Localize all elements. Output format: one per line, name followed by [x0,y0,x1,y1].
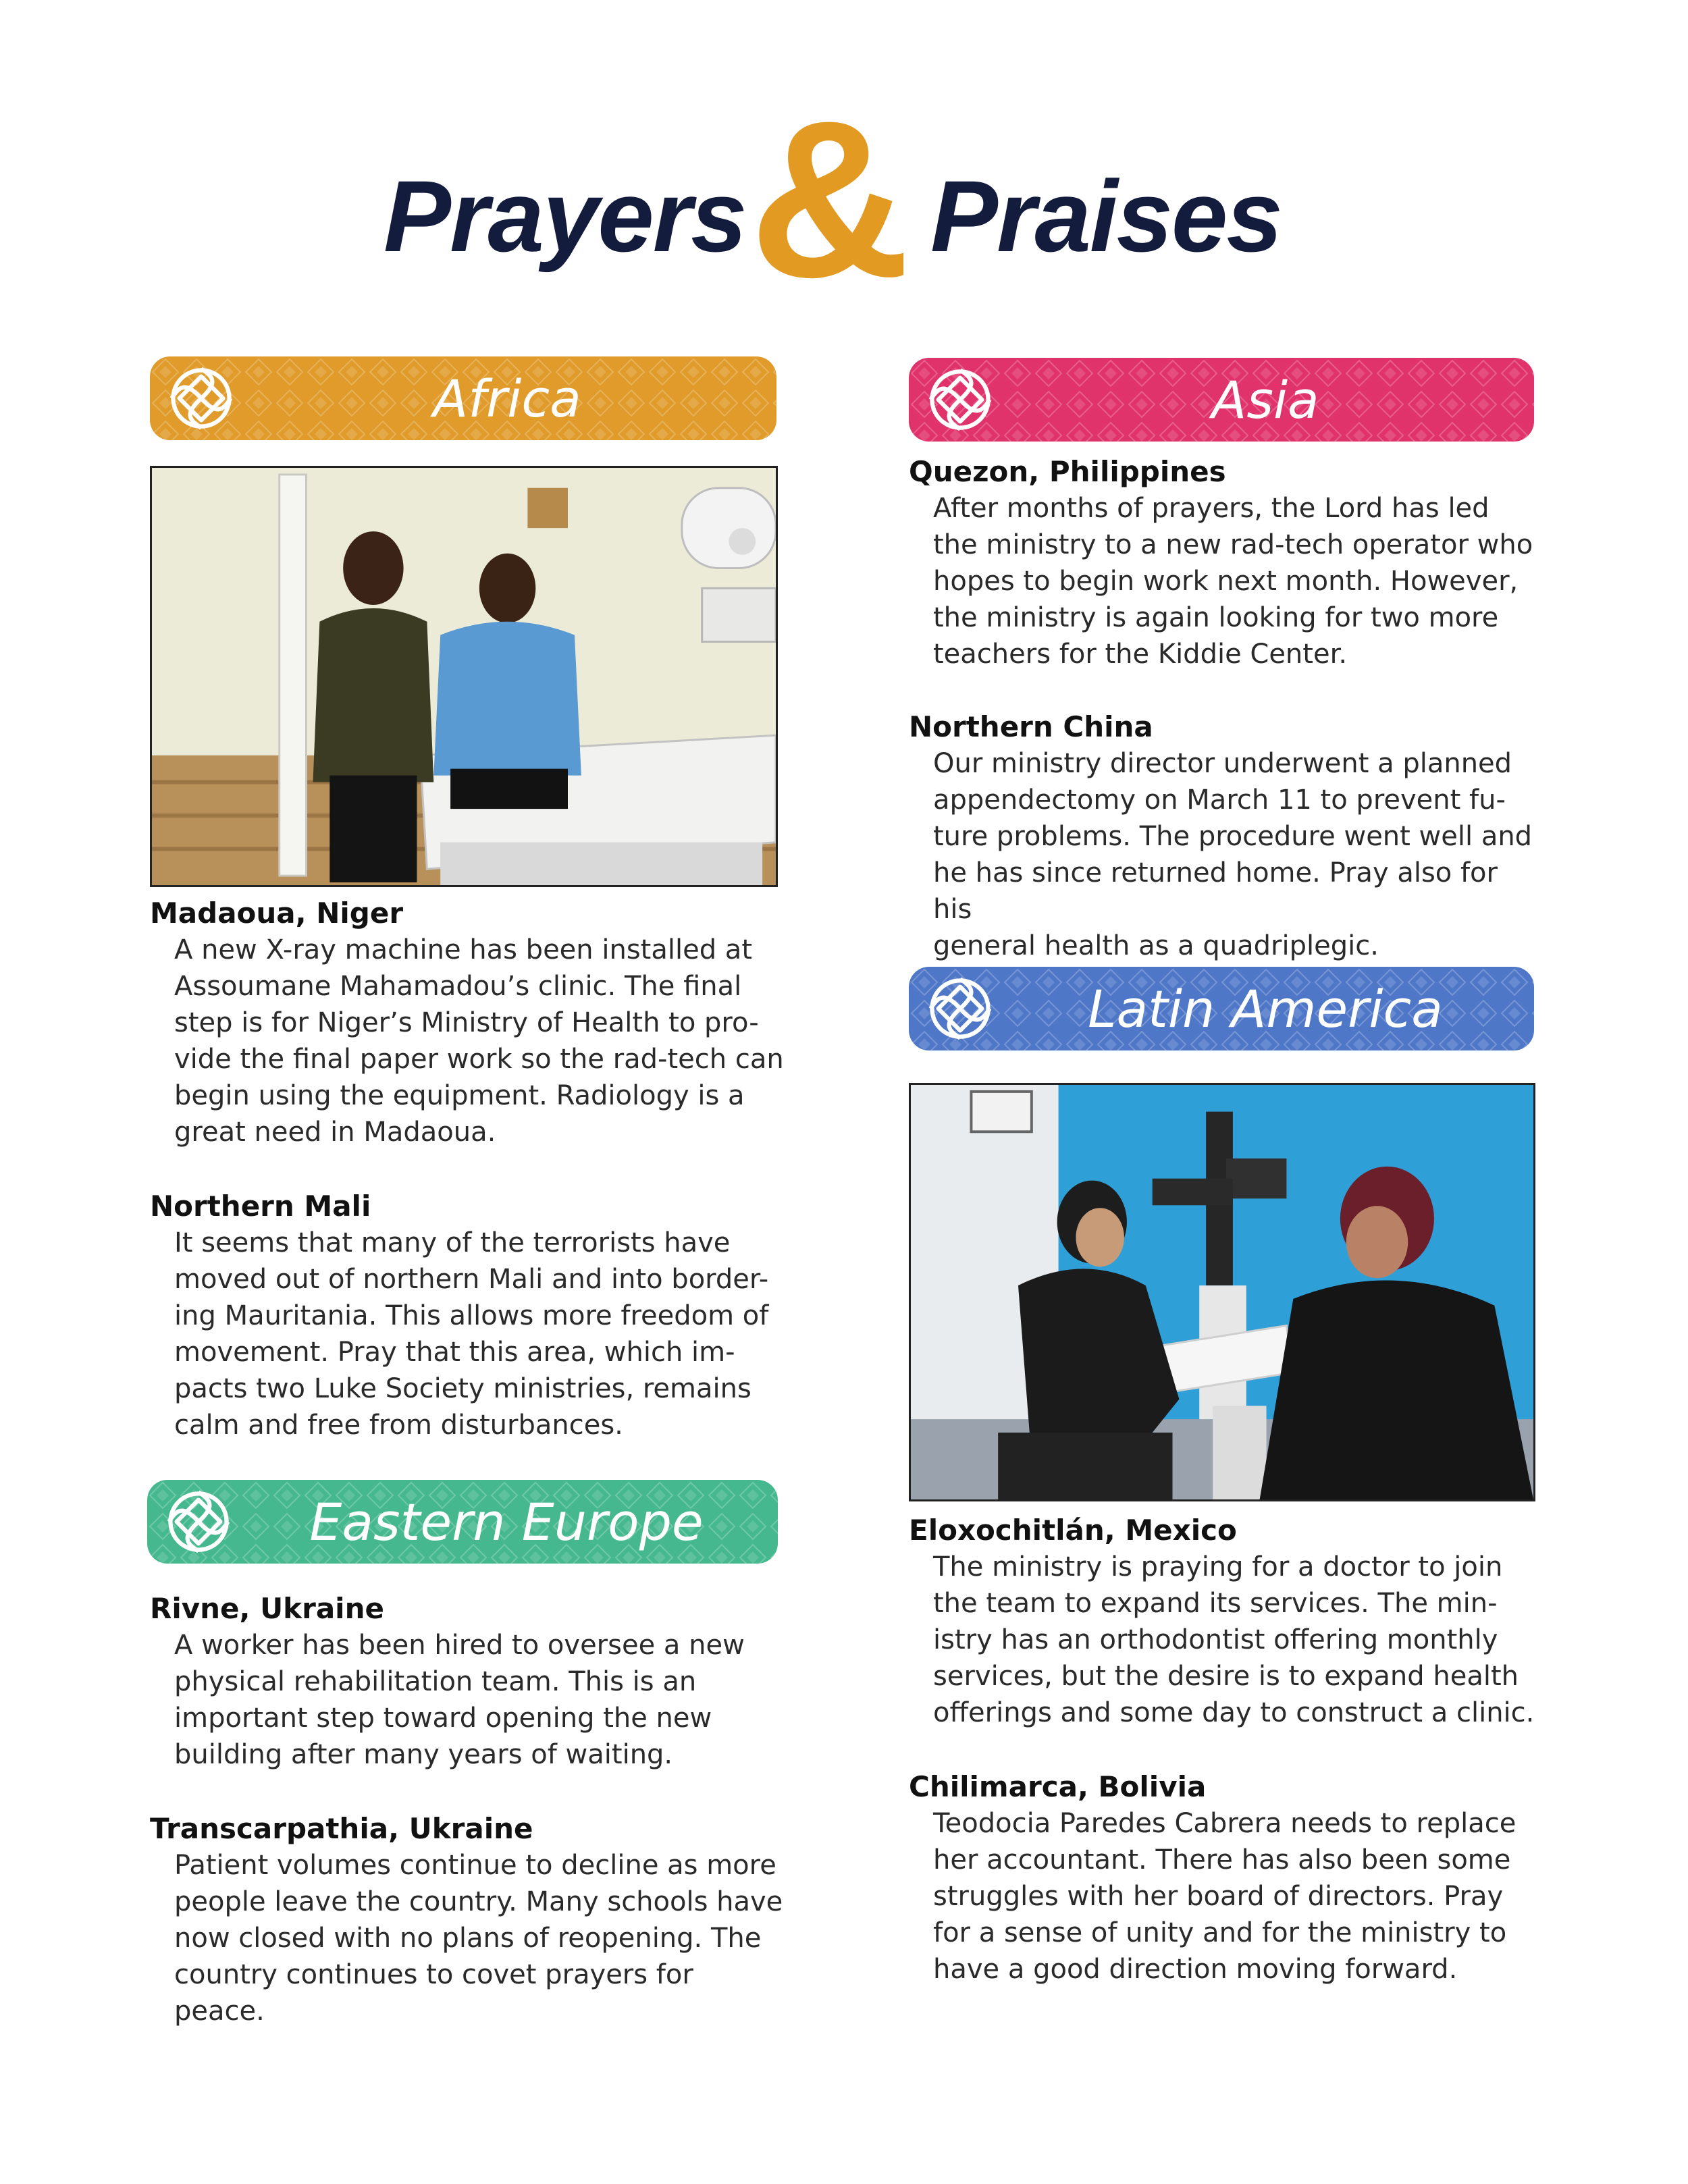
entry-northern-mali [150,1188,785,1443]
entry-body: A new X-ray machine has been installed at Assoumane Mahamadou’s clinic. The final step is for Niger’s Ministry of Health to pro- vide the final paper work so the rad-tech can begin using the equipment. Radiology is a great need in Madaoua. [174,934,784,1148]
latin-america-banner-label: Latin America [1088,978,1443,1039]
asia-banner-label: Asia [1211,369,1319,430]
asia-banner [909,358,1534,442]
celtic-knot-icon [925,365,995,435]
entry-heading: Rivne, Ukraine [150,1592,384,1625]
latin-america-banner [909,967,1534,1050]
entry-transcarpathia-ukraine [150,1811,785,2029]
entry-quezon-philippines [909,454,1544,672]
title-ampersand: & [749,74,911,323]
title-prayers: Prayers [384,159,746,273]
entry-body: Patient volumes continue to decline as more people leave the country. Many schools have now closed with no plans of reopening. The country continues to covet prayers for peace. [174,1850,783,2027]
entry-body: Our ministry director underwent a planned appendectomy on March 11 to prevent fu- ture problems. The procedure went well and he has since returned home. Pray also for his general health as a quadriplegic. [933,748,1533,961]
entry-eloxochitlan-mexico [909,1512,1544,1731]
celtic-knot-icon [925,974,995,1044]
entry-body: The ministry is praying for a doctor to join the team to expand its services. The min- istry has an orthodontist offering monthly services, but the desire is to expand health offerings and some day to construct a clinic. [933,1551,1535,1728]
page-title [0,74,1688,323]
entry-heading: Northern Mali [150,1190,371,1223]
entry-northern-china [909,709,1544,964]
entry-body: It seems that many of the terrorists have moved out of northern Mali and into border- ing Mauritania. This allows more freedom of movement. Pray that this area, which im- pacts two Luke Society ministries, remains calm and free from disturbances. [174,1227,769,1441]
entry-heading: Transcarpathia, Ukraine [150,1812,533,1845]
africa-banner-label: Africa [433,368,581,429]
entry-rivne-ukraine [150,1591,785,1773]
entry-heading: Madaoua, Niger [150,897,404,930]
entry-heading: Eloxochitlán, Mexico [909,1514,1237,1547]
latin-america-photo [909,1083,1535,1501]
celtic-knot-icon [163,1487,234,1557]
eastern-europe-banner [147,1480,778,1564]
africa-banner [150,356,776,440]
entry-heading: Northern China [909,710,1153,743]
entry-madaoua-niger [150,895,785,1150]
africa-photo [150,466,778,887]
celtic-knot-icon [166,363,236,433]
entry-body: Teodocia Paredes Cabrera needs to replace her accountant. There has also been some struggles with her board of directors. Pray for a sense of unity and for the ministry to have a good direction moving forward. [933,1808,1516,1985]
entry-chilimarca-bolivia [909,1769,1544,1988]
title-praises: Praises [930,159,1282,273]
eastern-europe-banner-label: Eastern Europe [309,1491,704,1552]
entry-body: A worker has been hired to oversee a new physical rehabilitation team. This is an important step toward opening the new building after many years of waiting. [174,1630,745,1770]
entry-heading: Chilimarca, Bolivia [909,1770,1207,1803]
entry-body: After months of prayers, the Lord has led the ministry to a new rad-tech operator who hopes to begin work next month. However, the ministry is again looking for two more teachers for the Kiddie Center. [933,493,1533,670]
entry-heading: Quezon, Philippines [909,455,1226,488]
